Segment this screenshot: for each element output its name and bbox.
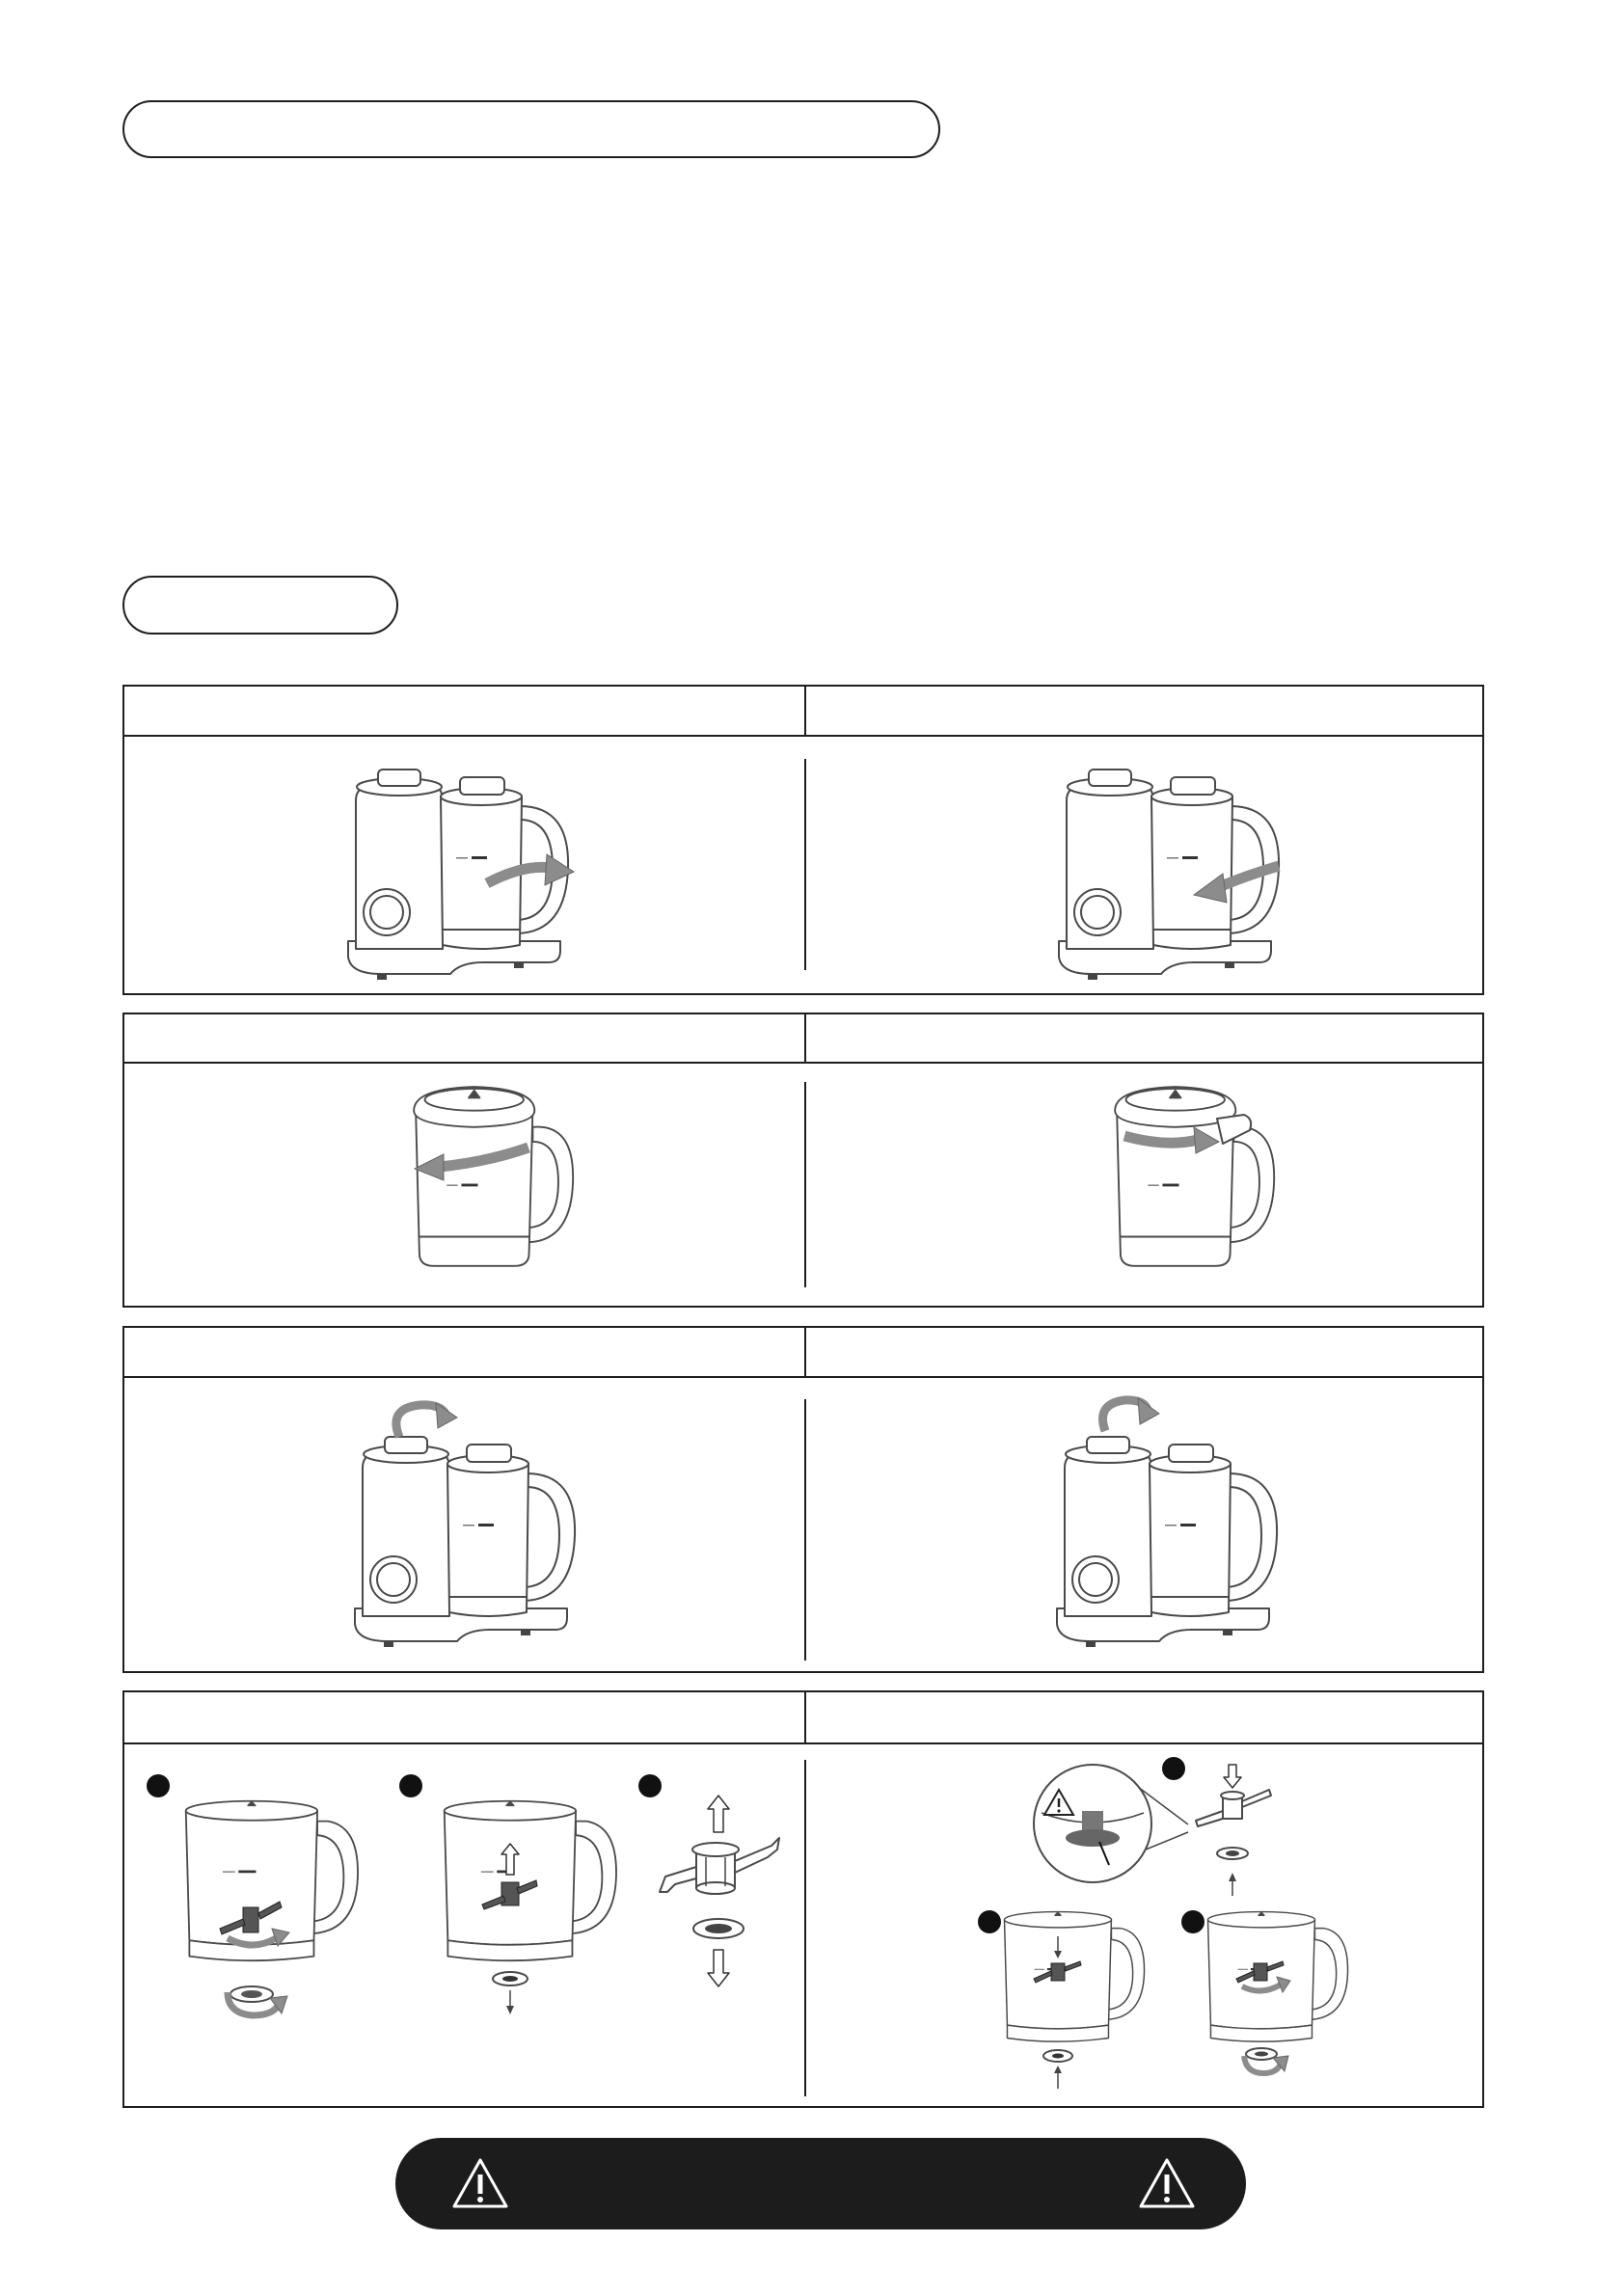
panel-header-left [124, 1014, 806, 1062]
appliance [355, 1437, 575, 1647]
panel-header-right [806, 1328, 1482, 1376]
illustration-attach-jug [124, 737, 804, 993]
blade-assembly [660, 1838, 779, 1894]
rotate-arrow-icon [1103, 1398, 1160, 1431]
seal-ring [1246, 2048, 1277, 2060]
step-marker-icon [638, 1774, 662, 1797]
direction-arrow-icon [1229, 1873, 1236, 1896]
appliance [1057, 1437, 1277, 1647]
seal-ring [493, 1972, 528, 1985]
direction-arrow-icon [1054, 2066, 1062, 2089]
warning-text [511, 2138, 1130, 2229]
step-marker-icon [399, 1774, 422, 1797]
illustration-blade-removal [124, 1744, 804, 2106]
seal-ring [693, 1919, 744, 1938]
section-title-box [122, 100, 940, 158]
warning-icon [451, 2157, 509, 2209]
step-marker-icon [1181, 1910, 1204, 1933]
rotate-arrow-icon [396, 1403, 457, 1437]
illustration-jug-lid-open [806, 1063, 1482, 1306]
seal-ring [1043, 2050, 1072, 2062]
step-marker-icon [147, 1774, 170, 1797]
illustration-blade-assembly [806, 1744, 1482, 2106]
panel-header-left [124, 687, 806, 735]
illustration-tank-cap-close [806, 1378, 1482, 1671]
panel-header-left [124, 1328, 806, 1376]
illustration-jug-lid-close [124, 1063, 804, 1306]
panel-header [124, 1328, 1482, 1378]
direction-arrow-icon [1224, 1765, 1241, 1788]
step-marker-icon [978, 1910, 1001, 1933]
illustration-detach-jug [806, 737, 1482, 993]
seal-ring [230, 1986, 273, 2002]
panel-header [124, 687, 1482, 737]
panel-header [124, 1692, 1482, 1744]
seal-ring [1217, 1848, 1248, 1859]
jug [1005, 1912, 1145, 2042]
illustration-tank-cap-open [124, 1378, 804, 1671]
appliance [348, 770, 568, 980]
panel-header-right [806, 1692, 1482, 1742]
panel-header-right [806, 1014, 1482, 1062]
warning-icon [1138, 2157, 1196, 2209]
blade-assembly [1196, 1790, 1271, 1826]
step-marker-icon [1162, 1757, 1185, 1780]
subsection-title-box [122, 576, 398, 635]
panel-header [124, 1014, 1482, 1064]
panel-header-right [806, 687, 1482, 735]
warning-banner [395, 2138, 1246, 2229]
direction-arrow-icon [506, 1990, 514, 2014]
panel-header-left [124, 1692, 806, 1742]
jug [445, 1801, 616, 1960]
direction-arrow-icon [708, 1950, 729, 1986]
jug [1115, 1087, 1274, 1266]
magnifier-icon [1034, 1765, 1188, 1882]
direction-arrow-icon [708, 1796, 729, 1832]
